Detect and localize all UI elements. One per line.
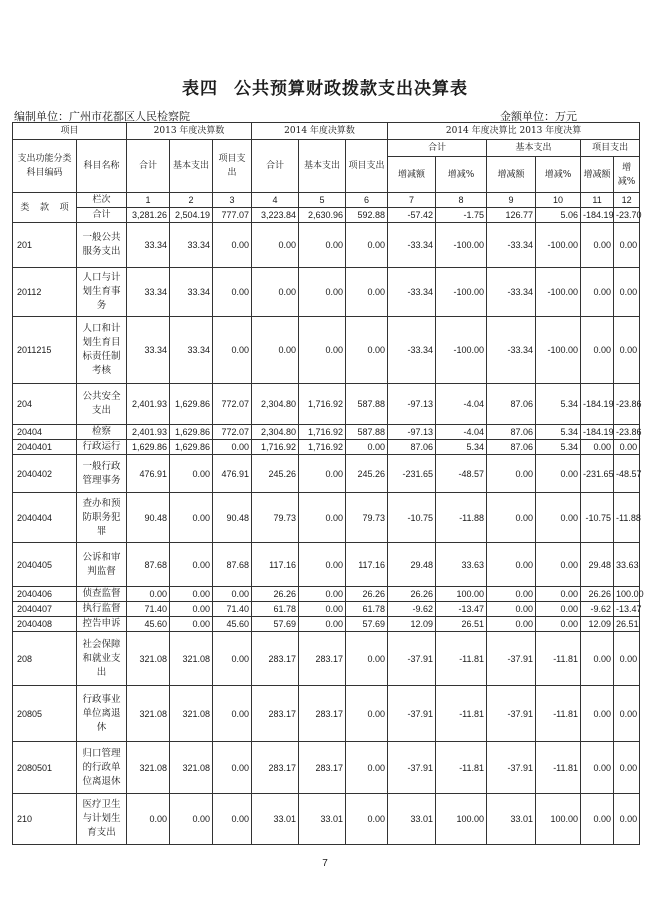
amount-cell: -23.86 (614, 425, 640, 440)
amount-cell: 117.16 (346, 543, 388, 587)
amount-cell: 0.00 (581, 794, 614, 845)
amount-cell: 0.00 (346, 440, 388, 455)
amount-cell: 1,629.86 (127, 440, 170, 455)
amount-cell: 45.60 (127, 617, 170, 632)
amount-cell: 0.00 (581, 742, 614, 794)
header-2014: 2014 年度决算数 (252, 123, 388, 140)
amount-cell: 0.00 (614, 686, 640, 742)
subject-code: 20112 (13, 268, 77, 317)
amount-cell: 0.00 (536, 455, 581, 493)
header-2014-project: 项目支出 (346, 140, 388, 193)
col-index: 5 (299, 193, 346, 208)
amount-cell: 0.00 (487, 617, 536, 632)
amount-cell: 0.00 (346, 317, 388, 384)
amount-cell: 0.00 (127, 794, 170, 845)
amount-cell: -231.65 (388, 455, 436, 493)
amount-cell: 26.26 (252, 587, 299, 602)
subject-code: 2040401 (13, 440, 77, 455)
amount-cell: 2,304.80 (252, 425, 299, 440)
amount-cell: 5.34 (536, 384, 581, 425)
amount-cell: 33.63 (614, 543, 640, 587)
table-row (13, 440, 640, 455)
amount-cell: 33.34 (170, 223, 213, 268)
amount-cell: 283.17 (299, 742, 346, 794)
amount-cell: -11.81 (436, 742, 487, 794)
amount-cell: 87.06 (487, 384, 536, 425)
amount-cell: 57.69 (252, 617, 299, 632)
total-value: 3,281.26 (127, 208, 170, 223)
amount-cell: -33.34 (388, 268, 436, 317)
amount-cell: 26.26 (388, 587, 436, 602)
header-2014-basic: 基本支出 (299, 140, 346, 193)
amount-cell: 29.48 (388, 543, 436, 587)
amount-cell: 772.07 (213, 425, 252, 440)
header-cmp-total: 合计 (388, 140, 487, 157)
amount-cell: 0.00 (299, 268, 346, 317)
total-value: 126.77 (487, 208, 536, 223)
subject-code: 20805 (13, 686, 77, 742)
subject-name: 人口和计划生育目标责任制考核 (77, 317, 127, 384)
amount-cell: -11.88 (436, 493, 487, 543)
amount-cell: 90.48 (213, 493, 252, 543)
amount-cell: 0.00 (213, 223, 252, 268)
col-index: 2 (170, 193, 213, 208)
amount-cell: 33.34 (127, 223, 170, 268)
amount-cell: 100.00 (614, 587, 640, 602)
amount-cell: 0.00 (346, 794, 388, 845)
amount-cell: 33.34 (127, 268, 170, 317)
organization-label: 编制单位：广州市花都区人民检察院 (14, 110, 190, 123)
amount-cell: 2,304.80 (252, 384, 299, 425)
table-row (13, 455, 640, 493)
amount-cell: 0.00 (346, 632, 388, 686)
amount-cell: -9.62 (388, 602, 436, 617)
subject-code: 2040407 (13, 602, 77, 617)
amount-cell: 71.40 (127, 602, 170, 617)
amount-cell: 33.01 (388, 794, 436, 845)
amount-cell: -33.34 (388, 317, 436, 384)
amount-cell: 71.40 (213, 602, 252, 617)
amount-cell: 0.00 (614, 632, 640, 686)
amount-cell: 0.00 (252, 223, 299, 268)
amount-cell: 0.00 (536, 617, 581, 632)
subject-code: 2040405 (13, 543, 77, 587)
amount-cell: 5.34 (536, 425, 581, 440)
amount-cell: 321.08 (127, 742, 170, 794)
col-index: 7 (388, 193, 436, 208)
table-number: 表四 (182, 79, 218, 99)
subject-name: 人口与计划生育事务 (77, 268, 127, 317)
amount-cell: -10.75 (581, 493, 614, 543)
amount-cell: 0.00 (299, 317, 346, 384)
amount-cell: -97.13 (388, 425, 436, 440)
amount-cell: -11.81 (436, 632, 487, 686)
amount-cell: 0.00 (536, 602, 581, 617)
amount-cell: 0.00 (614, 440, 640, 455)
amount-cell: 33.01 (299, 794, 346, 845)
amount-cell: 0.00 (487, 543, 536, 587)
amount-cell: 45.60 (213, 617, 252, 632)
header-xiangmu: 项目 (13, 123, 127, 140)
amount-cell: 79.73 (346, 493, 388, 543)
amount-cell: 0.00 (213, 742, 252, 794)
amount-cell: 0.00 (346, 742, 388, 794)
amount-cell: 87.06 (487, 425, 536, 440)
amount-cell: 1,716.92 (252, 440, 299, 455)
amount-cell: 283.17 (252, 686, 299, 742)
amount-cell: 0.00 (299, 543, 346, 587)
subject-name: 侦查监督 (77, 587, 127, 602)
amount-cell: 0.00 (487, 455, 536, 493)
amount-cell: 0.00 (346, 223, 388, 268)
amount-cell: 61.78 (346, 602, 388, 617)
amount-cell: 587.88 (346, 384, 388, 425)
amount-cell: -100.00 (536, 268, 581, 317)
table-title: 公共预算财政拨款支出决算表 (234, 79, 468, 99)
amount-cell: -37.91 (388, 742, 436, 794)
amount-cell: -48.57 (614, 455, 640, 493)
amount-cell: 0.00 (536, 543, 581, 587)
amount-cell: 0.00 (213, 317, 252, 384)
amount-cell: -100.00 (436, 317, 487, 384)
amount-cell: 0.00 (299, 587, 346, 602)
subject-code: 2011215 (13, 317, 77, 384)
amount-cell: 2,401.93 (127, 425, 170, 440)
col-index: 10 (536, 193, 581, 208)
amount-cell: -37.91 (388, 632, 436, 686)
amount-cell: 0.00 (299, 455, 346, 493)
subject-code: 2040402 (13, 455, 77, 493)
header-cmp-project: 项目支出 (581, 140, 640, 157)
amount-cell: 87.06 (388, 440, 436, 455)
subject-code: 201 (13, 223, 77, 268)
col-index: 4 (252, 193, 299, 208)
amount-cell: 1,716.92 (299, 425, 346, 440)
header-2013-total: 合计 (127, 140, 170, 193)
header-row-no: 栏次 (77, 193, 127, 208)
amount-cell: 321.08 (170, 686, 213, 742)
amount-cell: 245.26 (252, 455, 299, 493)
amount-cell: 33.01 (487, 794, 536, 845)
amount-cell: -4.04 (436, 384, 487, 425)
amount-cell: 2,401.93 (127, 384, 170, 425)
header-cmp-basic: 基本支出 (487, 140, 581, 157)
amount-cell: 476.91 (213, 455, 252, 493)
header-compare: 2014 年度决算比 2013 年度决算 (388, 123, 640, 140)
amount-cell: 283.17 (252, 632, 299, 686)
amount-cell: 0.00 (581, 440, 614, 455)
amount-cell: 29.48 (581, 543, 614, 587)
amount-cell: 0.00 (581, 317, 614, 384)
amount-cell: 0.00 (581, 686, 614, 742)
amount-cell: -100.00 (536, 317, 581, 384)
amount-cell: 245.26 (346, 455, 388, 493)
header-inc-pct: 增减% (536, 157, 581, 193)
amount-cell: -11.88 (614, 493, 640, 543)
amount-cell: 0.00 (170, 617, 213, 632)
amount-cell: 0.00 (213, 440, 252, 455)
amount-cell: 33.34 (170, 268, 213, 317)
header-xiang: 项 (59, 202, 69, 213)
amount-cell: 0.00 (346, 686, 388, 742)
total-value: 2,504.19 (170, 208, 213, 223)
amount-cell: -100.00 (436, 268, 487, 317)
amount-cell: 33.63 (436, 543, 487, 587)
amount-cell: -184.19 (581, 384, 614, 425)
amount-cell: 0.00 (299, 493, 346, 543)
amount-cell: -33.34 (487, 223, 536, 268)
amount-cell: -11.81 (536, 742, 581, 794)
amount-cell: 26.51 (436, 617, 487, 632)
amount-cell: 0.00 (213, 268, 252, 317)
total-value: 2,630.96 (299, 208, 346, 223)
header-2013: 2013 年度决算数 (127, 123, 252, 140)
subject-name: 一般公共服务支出 (77, 223, 127, 268)
amount-cell: -4.04 (436, 425, 487, 440)
amount-cell: 0.00 (299, 602, 346, 617)
amount-cell: 0.00 (614, 742, 640, 794)
table-row (13, 742, 640, 794)
amount-cell: 1,629.86 (170, 425, 213, 440)
col-index: 12 (614, 193, 640, 208)
total-row (13, 208, 640, 223)
amount-cell: 5.34 (536, 440, 581, 455)
table-row (13, 493, 640, 543)
amount-cell: 12.09 (388, 617, 436, 632)
col-index: 11 (581, 193, 614, 208)
amount-cell: -11.81 (436, 686, 487, 742)
amount-cell: 587.88 (346, 425, 388, 440)
header-inc-amt: 增减额 (388, 157, 436, 193)
total-value: 592.88 (346, 208, 388, 223)
subject-name: 行政事业单位离退休 (77, 686, 127, 742)
header-inc-pct: 增减% (614, 157, 640, 193)
amount-cell: 0.00 (213, 587, 252, 602)
total-value: 777.07 (213, 208, 252, 223)
amount-cell: -33.34 (487, 317, 536, 384)
total-value: -184.19 (581, 208, 614, 223)
page-title (0, 74, 650, 99)
amount-cell: 0.00 (170, 543, 213, 587)
amount-cell: 87.06 (487, 440, 536, 455)
amount-cell: 87.68 (213, 543, 252, 587)
amount-cell: 1,716.92 (299, 440, 346, 455)
amount-cell: 283.17 (252, 742, 299, 794)
table-row (13, 587, 640, 602)
header-inc-amt: 增减额 (581, 157, 614, 193)
amount-cell: -10.75 (388, 493, 436, 543)
amount-cell: 1,629.86 (170, 384, 213, 425)
header-kuan: 款 (39, 202, 49, 213)
amount-cell: 33.34 (127, 317, 170, 384)
table-row (13, 384, 640, 425)
amount-cell: 0.00 (170, 602, 213, 617)
amount-cell: 321.08 (170, 632, 213, 686)
total-value: 5.06 (536, 208, 581, 223)
subject-name: 公共安全支出 (77, 384, 127, 425)
table-row (13, 617, 640, 632)
amount-cell: 0.00 (581, 223, 614, 268)
amount-cell: 476.91 (127, 455, 170, 493)
table-row (13, 632, 640, 686)
subject-code: 20404 (13, 425, 77, 440)
table-row (13, 268, 640, 317)
amount-cell: 0.00 (614, 268, 640, 317)
amount-cell: 321.08 (170, 742, 213, 794)
amount-cell: -23.86 (614, 384, 640, 425)
amount-cell: 0.00 (213, 632, 252, 686)
amount-cell: 283.17 (299, 686, 346, 742)
amount-cell: 26.26 (346, 587, 388, 602)
amount-cell: 100.00 (436, 587, 487, 602)
amount-cell: 79.73 (252, 493, 299, 543)
subject-code: 208 (13, 632, 77, 686)
subject-name: 一般行政管理事务 (77, 455, 127, 493)
amount-cell: 0.00 (614, 794, 640, 845)
amount-cell: 33.01 (252, 794, 299, 845)
amount-cell: -100.00 (536, 223, 581, 268)
amount-cell: 321.08 (127, 632, 170, 686)
subject-code: 204 (13, 384, 77, 425)
table-row (13, 686, 640, 742)
amount-cell: 57.69 (346, 617, 388, 632)
header-2014-total: 合计 (252, 140, 299, 193)
amount-cell: -37.91 (487, 742, 536, 794)
total-value: 3,223.84 (252, 208, 299, 223)
amount-cell: 100.00 (436, 794, 487, 845)
header-lei: 类 (20, 202, 30, 213)
subject-name: 控告申诉 (77, 617, 127, 632)
amount-cell: -37.91 (388, 686, 436, 742)
amount-cell: -37.91 (487, 632, 536, 686)
subject-name: 社会保障和就业支出 (77, 632, 127, 686)
amount-cell: -11.81 (536, 632, 581, 686)
amount-cell: 0.00 (581, 268, 614, 317)
amount-cell: -33.34 (487, 268, 536, 317)
page-number: 7 (322, 858, 328, 869)
amount-cell: -48.57 (436, 455, 487, 493)
subject-name: 查办和预防职务犯罪 (77, 493, 127, 543)
amount-cell: -37.91 (487, 686, 536, 742)
amount-cell: 772.07 (213, 384, 252, 425)
amount-cell: -184.19 (581, 425, 614, 440)
amount-cell: 0.00 (170, 455, 213, 493)
subject-name: 检察 (77, 425, 127, 440)
amount-cell: 0.00 (536, 493, 581, 543)
unit-label: 金额单位：万元 (500, 110, 577, 123)
amount-cell: 0.00 (213, 794, 252, 845)
budget-table (12, 122, 644, 845)
col-index: 9 (487, 193, 536, 208)
table-row (13, 794, 640, 845)
amount-cell: 0.00 (127, 587, 170, 602)
amount-cell: 0.00 (252, 317, 299, 384)
header-inc-amt: 增减额 (487, 157, 536, 193)
amount-cell: 0.00 (213, 686, 252, 742)
amount-cell: 0.00 (170, 587, 213, 602)
amount-cell: 87.68 (127, 543, 170, 587)
amount-cell: -100.00 (436, 223, 487, 268)
amount-cell: 283.17 (299, 632, 346, 686)
header-func-code: 支出功能分类科目编码 (13, 140, 77, 193)
amount-cell: 0.00 (299, 617, 346, 632)
subject-name: 公诉和审判监督 (77, 543, 127, 587)
subject-name: 医疗卫生与计划生育支出 (77, 794, 127, 845)
amount-cell: 100.00 (536, 794, 581, 845)
amount-cell: -11.81 (536, 686, 581, 742)
amount-cell: 0.00 (581, 632, 614, 686)
amount-cell: 0.00 (487, 602, 536, 617)
subject-name: 执行监督 (77, 602, 127, 617)
header-lei-kuan-xiang (13, 193, 77, 223)
amount-cell: 321.08 (127, 686, 170, 742)
table-row (13, 543, 640, 587)
amount-cell: 0.00 (614, 317, 640, 384)
amount-cell: -33.34 (388, 223, 436, 268)
amount-cell: 0.00 (252, 268, 299, 317)
table-row (13, 317, 640, 384)
table-row (13, 425, 640, 440)
total-value: -1.75 (436, 208, 487, 223)
amount-cell: -97.13 (388, 384, 436, 425)
header-2013-project: 项目支出 (213, 140, 252, 193)
amount-cell: 0.00 (170, 794, 213, 845)
total-label: 合计 (77, 208, 127, 223)
amount-cell: 26.26 (581, 587, 614, 602)
amount-cell: 61.78 (252, 602, 299, 617)
subject-code: 2040408 (13, 617, 77, 632)
amount-cell: 90.48 (127, 493, 170, 543)
amount-cell: 0.00 (487, 493, 536, 543)
table-row (13, 602, 640, 617)
subject-code: 2040404 (13, 493, 77, 543)
col-index: 1 (127, 193, 170, 208)
col-index: 6 (346, 193, 388, 208)
amount-cell: -13.47 (614, 602, 640, 617)
amount-cell: 12.09 (581, 617, 614, 632)
amount-cell: -231.65 (581, 455, 614, 493)
header-inc-pct: 增减% (436, 157, 487, 193)
header-2013-basic: 基本支出 (170, 140, 213, 193)
amount-cell: 0.00 (487, 587, 536, 602)
amount-cell: 117.16 (252, 543, 299, 587)
total-value: -57.42 (388, 208, 436, 223)
amount-cell: 0.00 (170, 493, 213, 543)
col-index: 3 (213, 193, 252, 208)
subject-name: 归口管理的行政单位离退休 (77, 742, 127, 794)
col-index: 8 (436, 193, 487, 208)
subject-name: 行政运行 (77, 440, 127, 455)
amount-cell: 0.00 (299, 223, 346, 268)
amount-cell: 5.34 (436, 440, 487, 455)
amount-cell: 33.34 (170, 317, 213, 384)
amount-cell: 0.00 (614, 223, 640, 268)
amount-cell: 26.51 (614, 617, 640, 632)
subject-code: 2040406 (13, 587, 77, 602)
total-value: -23.70 (614, 208, 640, 223)
amount-cell: 0.00 (536, 587, 581, 602)
amount-cell: -9.62 (581, 602, 614, 617)
header-subject-name: 科目名称 (77, 140, 127, 193)
amount-cell: 0.00 (346, 268, 388, 317)
amount-cell: -13.47 (436, 602, 487, 617)
amount-cell: 1,716.92 (299, 384, 346, 425)
table-row (13, 223, 640, 268)
amount-cell: 1,629.86 (170, 440, 213, 455)
subject-code: 2080501 (13, 742, 77, 794)
subject-code: 210 (13, 794, 77, 845)
